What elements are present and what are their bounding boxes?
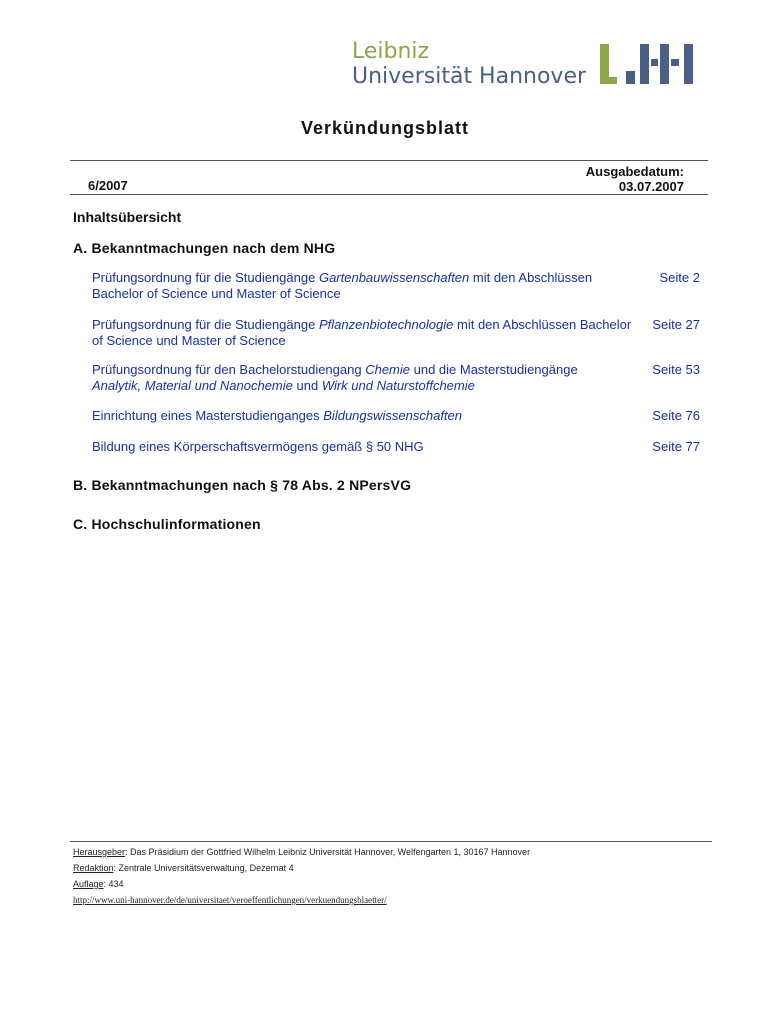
publisher-text: : Das Präsidium der Gottfried Wilhelm Leibniz Universität Hannover, Welfengarten 1, 30167 Hannover bbox=[125, 847, 531, 857]
entry-text: und die Masterstudiengänge bbox=[410, 362, 578, 377]
luh-logo-icon bbox=[598, 44, 698, 86]
toc-entry-chemie[interactable] bbox=[92, 362, 632, 394]
footer-publisher bbox=[73, 844, 530, 860]
toc-page-gartenbau[interactable]: Seite 2 bbox=[659, 270, 700, 285]
circulation-text: : 434 bbox=[103, 879, 124, 889]
entry-italic: Chemie bbox=[365, 362, 410, 377]
entry-text: mit den Abschlüssen Bachelor of Science und Master of Science bbox=[92, 270, 593, 301]
overview-heading: Inhaltsübersicht bbox=[73, 209, 182, 225]
university-logo-text bbox=[352, 40, 586, 90]
footer-url-link[interactable]: http://www.uni-hannover.de/de/universitaet/veroeffentlichungen/verkuendungsblaetter/ bbox=[73, 895, 387, 905]
toc-page-pflanzenbiotechnologie[interactable]: Seite 27 bbox=[652, 317, 700, 332]
page-title: Verkündungsblatt bbox=[300, 118, 469, 138]
publisher-label: Herausgeber bbox=[73, 847, 126, 857]
entry-italic: Bildungswissenschaften bbox=[323, 408, 463, 423]
editor-text: : Zentrale Universitätsverwaltung, Dezernat 4 bbox=[113, 863, 294, 873]
footer-editor bbox=[73, 860, 530, 876]
logo-line-university: Universität Hannover bbox=[352, 64, 587, 89]
entry-italic: Pflanzenbiotechnologie bbox=[318, 317, 454, 332]
entry-italic: Analytik, Material und Nanochemie bbox=[92, 378, 293, 393]
section-c-heading: C. Hochschulinformationen bbox=[73, 516, 261, 532]
issue-date-block bbox=[586, 164, 684, 194]
entry-text: Prüfungsordnung für den Bachelorstudiengang bbox=[92, 362, 366, 377]
entry-italic: Wirk und Naturstoffchemie bbox=[321, 378, 475, 393]
footer-circulation bbox=[73, 876, 530, 892]
entry-italic: Gartenbauwissenschaften bbox=[318, 270, 470, 285]
toc-page-bildungswissenschaften[interactable]: Seite 76 bbox=[652, 408, 700, 423]
toc-entry-koerperschaftsvermoegen[interactable] bbox=[92, 439, 632, 455]
header-rule-bottom bbox=[70, 194, 708, 195]
entry-text: Prüfungsordnung für die Studiengänge bbox=[92, 317, 319, 332]
footer-imprint bbox=[73, 844, 530, 908]
date-label: Ausgabedatum: bbox=[585, 164, 684, 179]
entry-text: Einrichtung eines Masterstudienganges bbox=[92, 408, 324, 423]
circulation-label: Auflage bbox=[73, 879, 104, 889]
entry-text: Prüfungsordnung für die Studiengänge bbox=[92, 270, 319, 285]
date-value: 03.07.2007 bbox=[618, 179, 684, 194]
toc-page-chemie[interactable]: Seite 53 bbox=[652, 362, 700, 377]
entry-text: mit den Abschlüssen Bachelor of Science und Master of Science bbox=[92, 317, 632, 348]
section-b-heading: B. Bekanntmachungen nach § 78 Abs. 2 NPersVG bbox=[73, 477, 412, 493]
toc-page-koerperschaftsvermoegen[interactable]: Seite 77 bbox=[652, 439, 700, 454]
toc-entry-gartenbau[interactable] bbox=[92, 270, 632, 302]
toc-entry-pflanzenbiotechnologie[interactable] bbox=[92, 317, 632, 349]
footer-rule bbox=[70, 841, 712, 842]
issue-number: 6/2007 bbox=[88, 178, 128, 193]
logo-line-leibniz: Leibniz bbox=[352, 39, 430, 64]
editor-label: Redaktion bbox=[73, 863, 114, 873]
section-a-heading: A. Bekanntmachungen nach dem NHG bbox=[73, 240, 336, 256]
entry-text: Bildung eines Körperschaftsvermögens gemäß § 50 NHG bbox=[92, 439, 424, 454]
toc-entry-bildungswissenschaften[interactable] bbox=[92, 408, 632, 424]
entry-text: und bbox=[292, 378, 322, 393]
header-rule-top bbox=[70, 160, 708, 161]
